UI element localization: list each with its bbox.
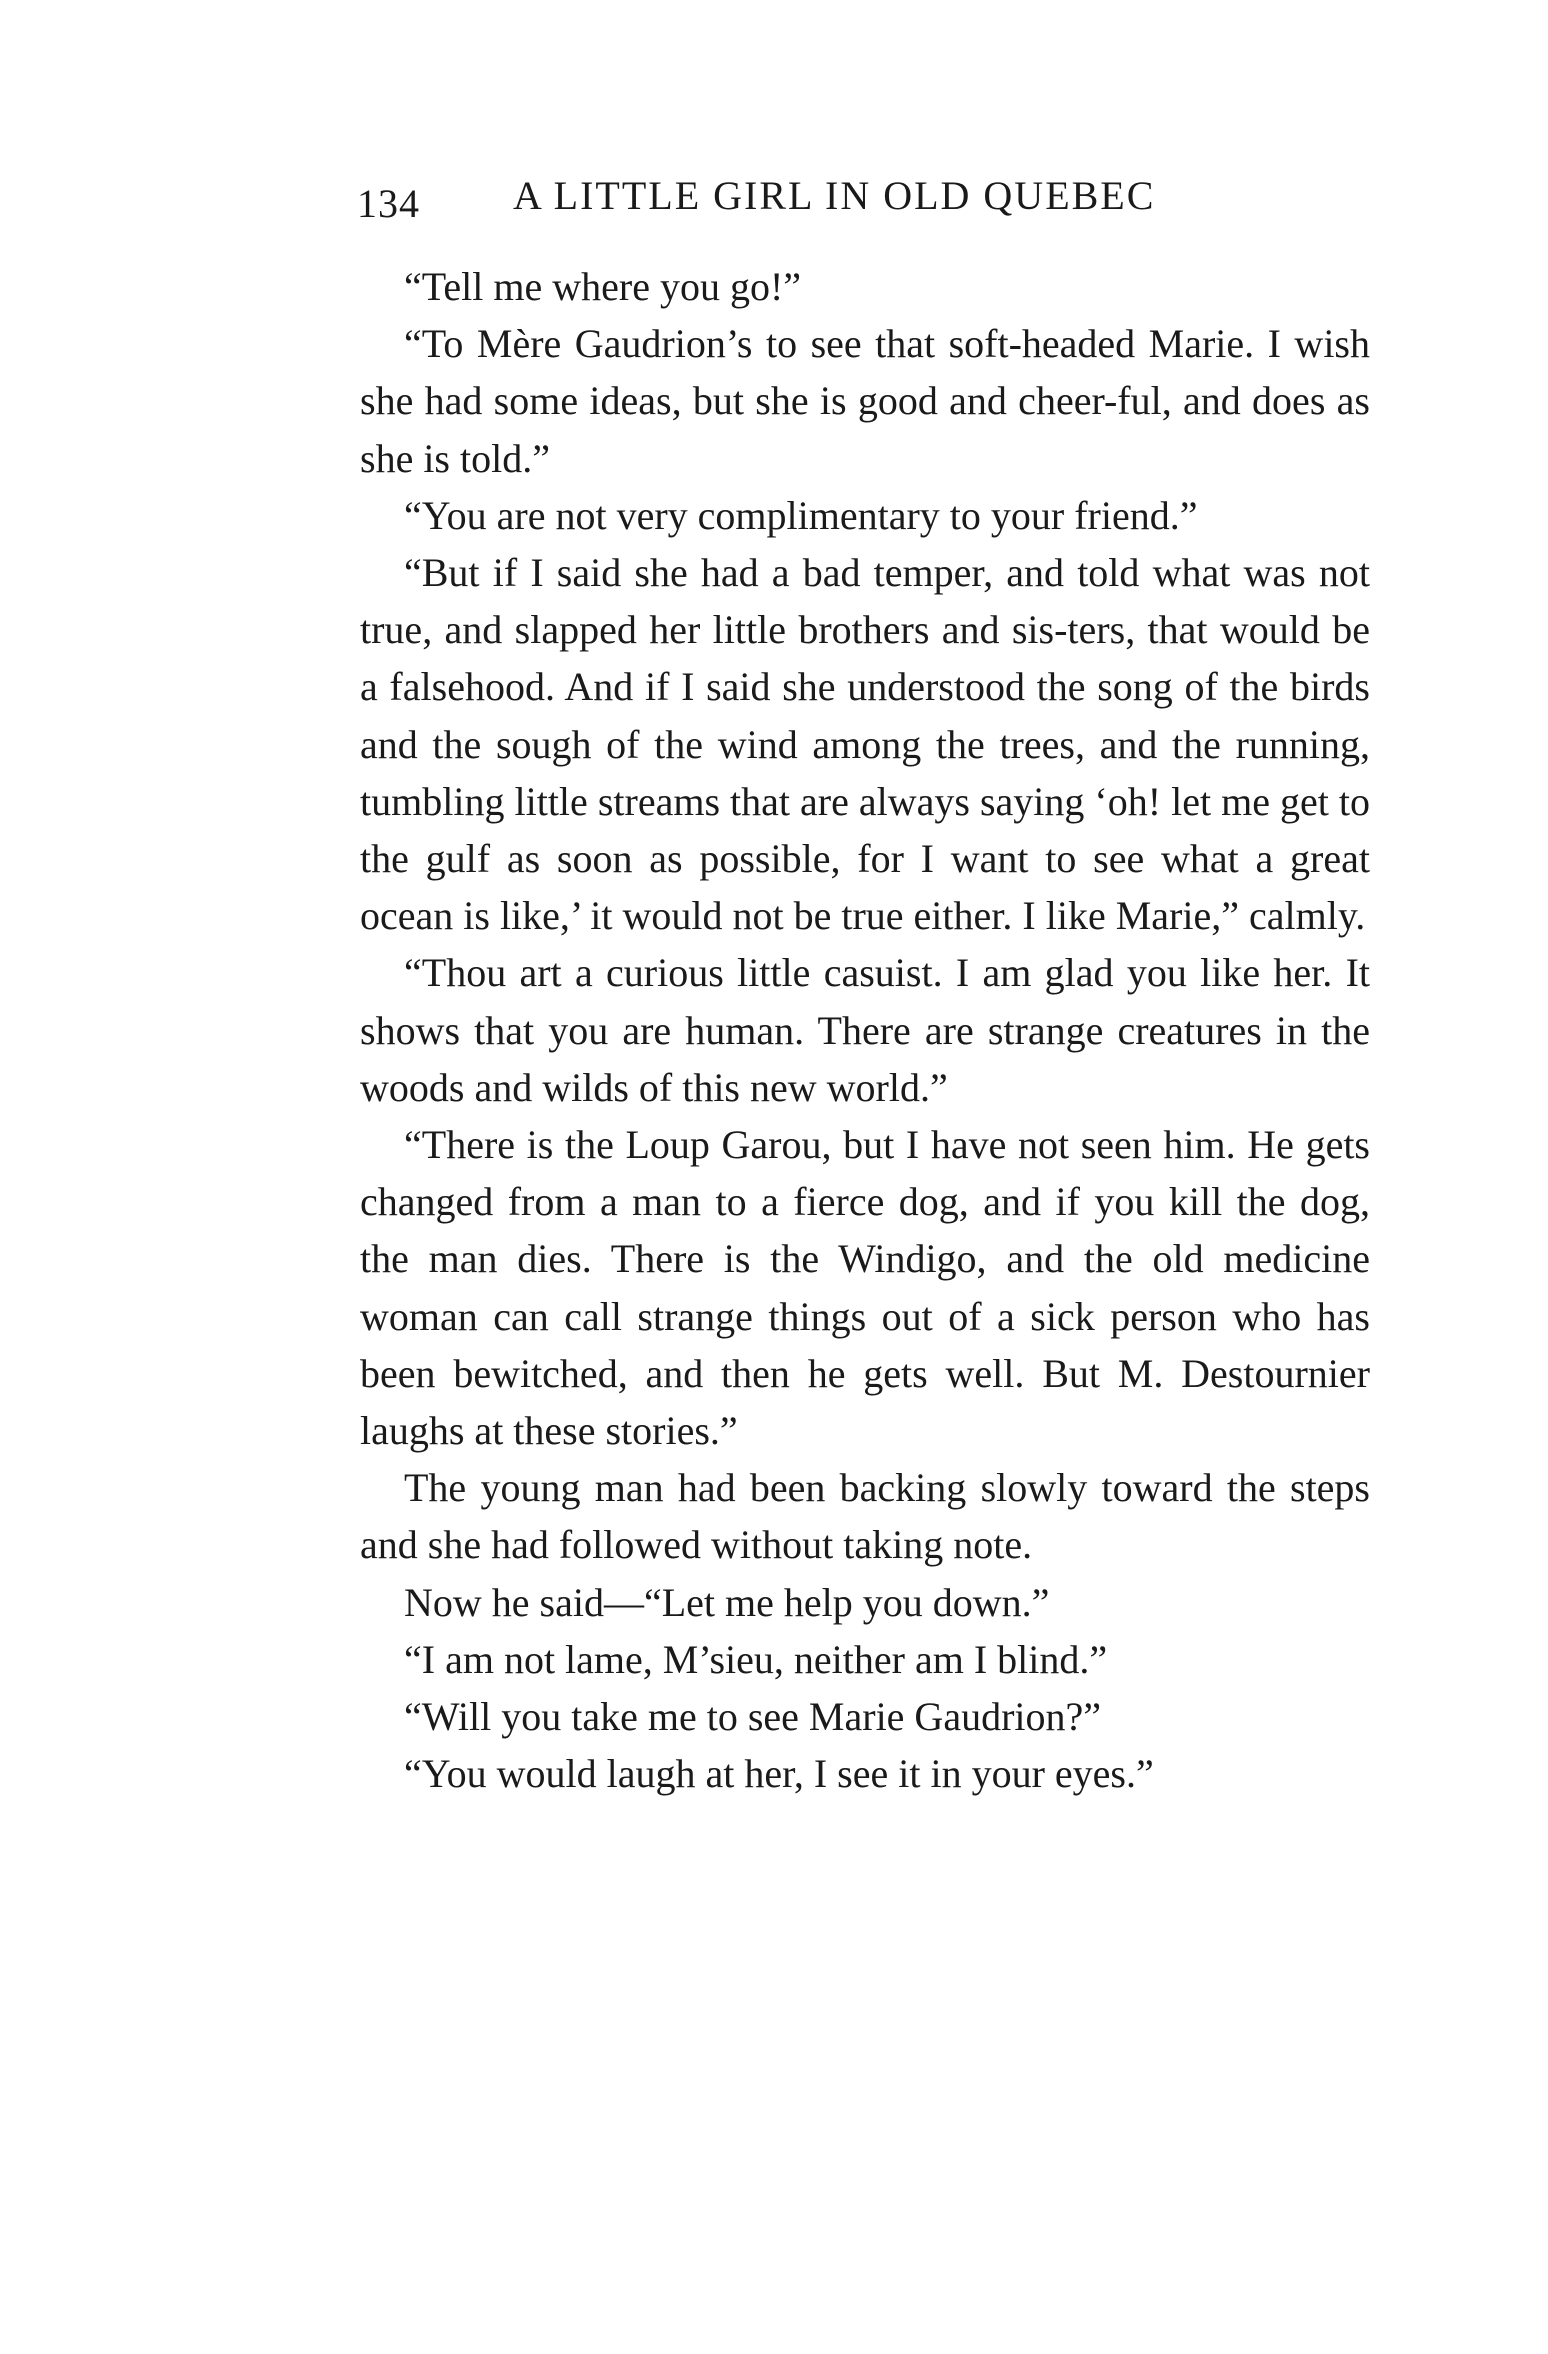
body-text xyxy=(360,258,1370,1802)
paragraph: “There is the Loup Garou, but I have not seen him. He gets changed from a man to a fierce dog, and if you kill the dog, the man dies. There is the Windigo, and the old medicine woman can call strange things out of a sick person who has been bewitched, and then he gets well. But M. Destournier laughs at these stories.” xyxy=(360,1122,1370,1454)
paragraph: “You are not very complimentary to your friend.” xyxy=(404,492,1198,538)
paragraph: Now he said—“Let me help you down.” xyxy=(404,1579,1050,1625)
page-number: 134 xyxy=(357,181,420,226)
paragraph: “Tell me where you go!” xyxy=(404,264,802,309)
paragraph: “But if I said she had a bad temper, and told what was not true, and slapped her little brothers and sis-ters, that would be a falsehood. And if I said she understood the song of the birds and the sough of the wind among the trees, and the running, tumbling little streams that are always saying ‘oh! let me get to the gulf as soon as possible, for I want to see what a great ocean is like,’ it would not be true either. I like Marie,” calmly. xyxy=(360,550,1370,939)
paragraph: The young man had been backing slowly toward the steps and she had followed without taking note. xyxy=(360,1465,1370,1568)
book-title: A LITTLE GIRL IN OLD QUEBEC xyxy=(513,173,1156,218)
paragraph: “Will you take me to see Marie Gaudrion?” xyxy=(404,1694,1102,1740)
paragraph: “You would laugh at her, I see it in your eyes.” xyxy=(404,1751,1154,1797)
paragraph: “To Mère Gaudrion’s to see that soft-headed Marie. I wish she had some ideas, but she is good and cheer-ful, and does as she is told.” xyxy=(360,321,1370,481)
running-head xyxy=(357,172,1377,232)
paragraph: “Thou art a curious little casuist. I am glad you like her. It shows that you are human. There are strange creatures in the woods and wilds of this new world.” xyxy=(360,950,1370,1110)
paragraph: “I am not lame, M’sieu, neither am I blind.” xyxy=(404,1636,1108,1682)
